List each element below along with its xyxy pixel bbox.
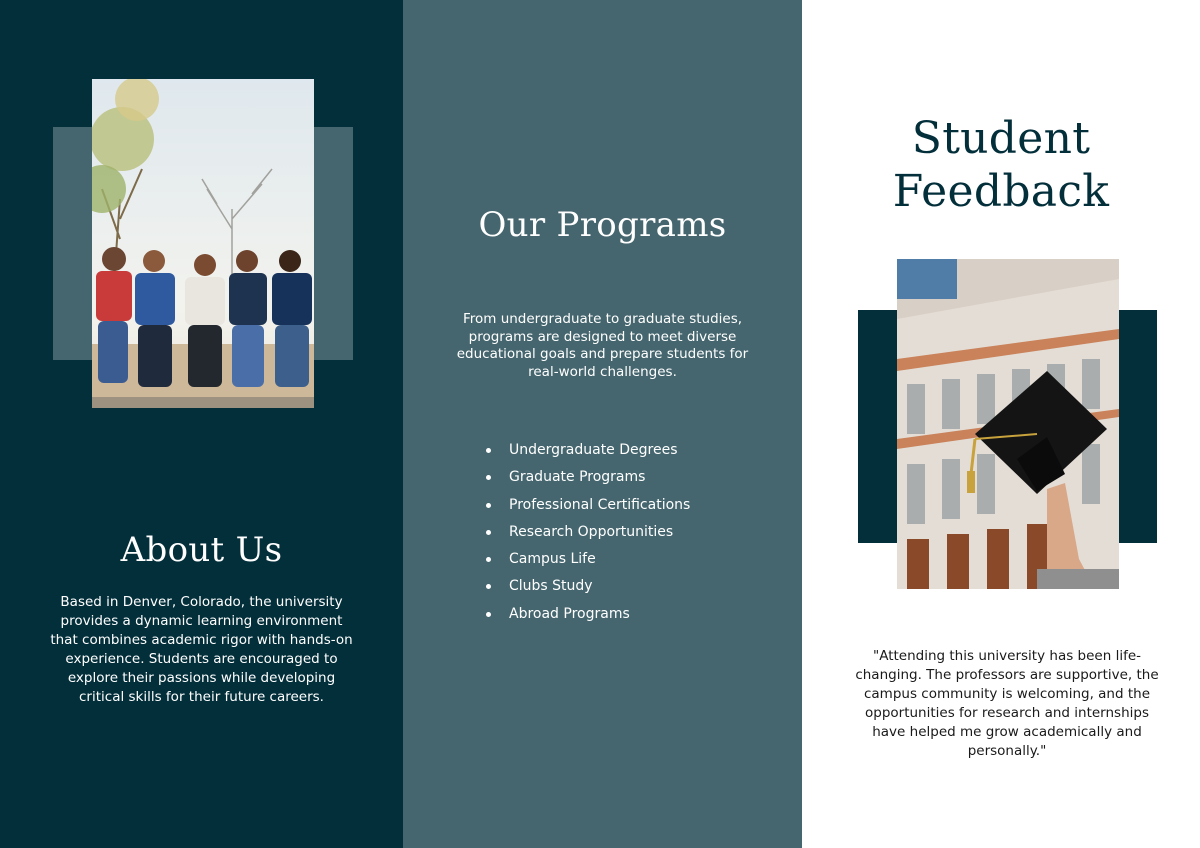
programs-description: From undergraduate to graduate studies, programs are designed to meet diverse educational goals and prepare students for real-world challenges. [456,311,749,380]
feedback-title-line2: Feedback [892,166,1110,217]
bullet-icon [486,557,491,562]
program-item [486,495,690,522]
programs-title: Our Programs [478,205,727,245]
feedback-panel [802,0,1200,848]
feedback-title [802,112,1200,218]
program-item-label: Research Opportunities [509,523,674,540]
program-item [486,440,690,467]
program-item-label: Campus Life [509,551,596,568]
programs-list [486,440,690,631]
program-item-label: Professional Certifications [509,496,691,513]
program-item [486,522,690,549]
bullet-icon [486,448,491,453]
program-item [486,576,690,603]
graduation-photo [897,259,1119,589]
program-item-label: Clubs Study [509,578,593,595]
bullet-icon [486,612,491,617]
program-item [486,467,690,494]
programs-panel [403,0,802,848]
bullet-icon [486,503,491,508]
program-item-label: Undergraduate Degrees [509,442,678,458]
program-item-label: Abroad Programs [509,605,630,622]
about-panel [0,0,403,848]
bullet-icon [486,584,491,589]
program-item [486,549,690,576]
program-item-label: Graduate Programs [509,469,646,486]
about-description: Based in Denver, Colorado, the university provides a dynamic learning environment that combines academic rigor with hands-on experience. Students are encouraged to explore their passions while developing critical skills for their future careers. [50,594,353,705]
bullet-icon [486,475,491,480]
feedback-title-line1: Student [911,113,1091,164]
bullet-icon [486,530,491,535]
students-photo [92,79,314,408]
about-title: About Us [120,530,283,570]
program-item [486,604,690,631]
feedback-quote: "Attending this university has been life-changing. The professors are supportive, the campus community is welcoming, and the opportunities for research and internships have helped me grow academically and personally." [855,648,1159,759]
